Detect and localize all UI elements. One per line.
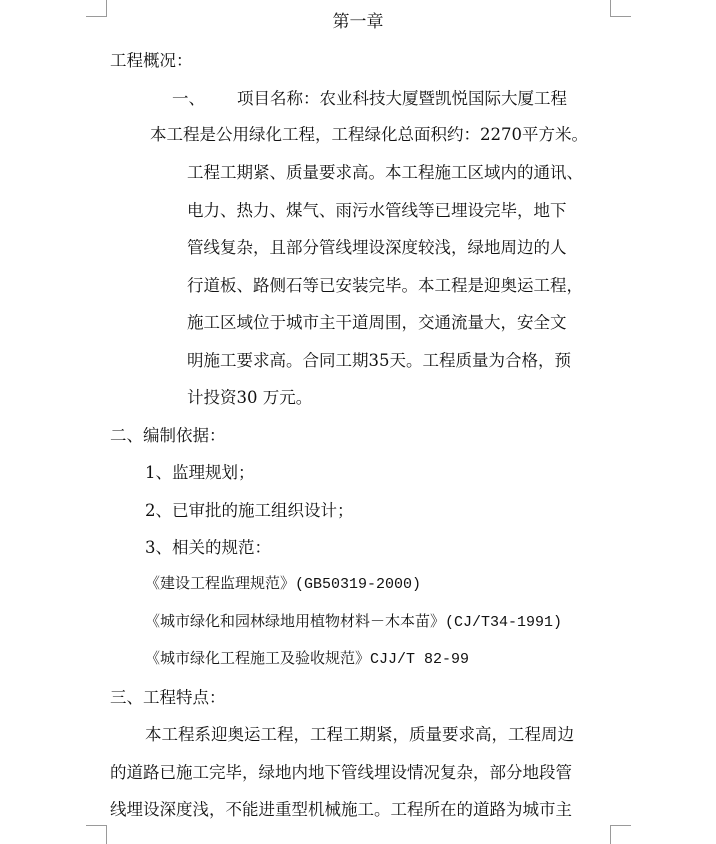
basis-heading: 二、编制依据： — [110, 426, 226, 445]
overview-paragraph-line: 施工区域位于城市主干道周围，交通流量大，安全文 — [187, 313, 567, 332]
features-paragraph-line: 的道路已施工完毕，绿地内地下管线埋设情况复杂，部分地段管 — [110, 763, 572, 782]
overview-paragraph-line: 电力、热力、煤气、雨污水管线等已埋设完毕，地下 — [187, 201, 567, 220]
project-name-line — [172, 88, 567, 110]
overview-paragraph-line: 行道板、路侧石等已安装完毕。本工程是迎奥运工程， — [187, 276, 583, 295]
features-heading: 三、工程特点： — [110, 688, 226, 707]
overview-paragraph-line: 明施工要求高。合同工期35天。工程质量为合格，预 — [187, 351, 571, 370]
overview-heading: 工程概况： — [110, 51, 193, 70]
page-corner-mark-bottom-right — [610, 825, 631, 844]
page-corner-mark-bottom-left — [86, 825, 107, 844]
standard-reference: 《建设工程监理规范》(GB50319-2000) — [145, 576, 422, 593]
standard-reference: 《城市绿化工程施工及验收规范》CJJ/T 82-99 — [145, 651, 470, 668]
overview-paragraph-line: 计投资30 万元。 — [187, 388, 313, 407]
basis-item: 3、相关的规范： — [145, 538, 271, 557]
overview-paragraph-line: 工程工期紧、质量要求高。本工程施工区域内的通讯、 — [187, 163, 583, 182]
basis-item: 1、监理规划； — [145, 463, 255, 482]
features-paragraph-line: 线埋设深度浅，不能进重型机械施工。工程所在的道路为城市主 — [110, 800, 572, 819]
basis-item: 2、已审批的施工组织设计； — [145, 501, 354, 520]
project-name-number: 一、 — [172, 89, 205, 108]
standard-reference: 《城市绿化和园林绿地用植物材料－木本苗》(CJ/T34-1991) — [145, 614, 563, 631]
project-name-text: 项目名称：农业科技大厦暨凯悦国际大厦工程 — [237, 89, 567, 108]
overview-paragraph-line: 本工程是公用绿化工程，工程绿化总面积约：2270平方米。 — [150, 125, 588, 144]
features-paragraph-line: 本工程系迎奥运工程，工程工期紧，质量要求高，工程周边 — [145, 725, 574, 744]
chapter-title: 第一章 — [332, 12, 384, 32]
overview-paragraph-line: 管线复杂，且部分管线埋设深度较浅，绿地周边的人 — [187, 238, 567, 257]
